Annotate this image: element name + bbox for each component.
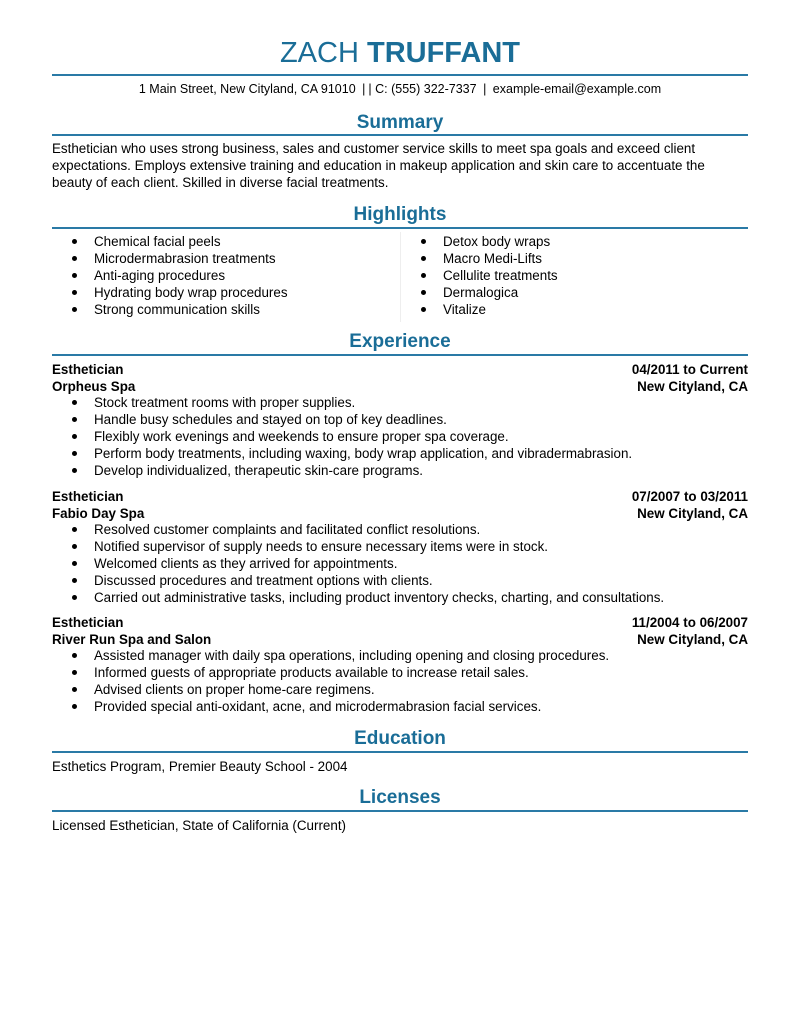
list-item [401, 267, 558, 284]
highlights-left-list [52, 233, 288, 318]
bullet-icon [421, 239, 426, 244]
job-location: New Cityland, CA [637, 506, 748, 521]
bullet-icon [72, 290, 77, 295]
list-item [52, 647, 609, 664]
list-item-text: Resolved customer complaints and facilitated conflict resolutions. [94, 522, 481, 537]
job-location: New Cityland, CA [637, 379, 748, 394]
job-dates: 04/2011 to Current [631, 362, 748, 377]
separator: | [368, 82, 372, 96]
bullet-icon [72, 544, 77, 549]
bullet-icon [72, 595, 77, 600]
job-duties-list [52, 521, 664, 606]
job-dates: 07/2007 to 03/2011 [631, 489, 748, 504]
job-duties-list [52, 647, 609, 715]
contact-line [52, 81, 748, 97]
list-item [52, 681, 609, 698]
bullet-icon [72, 417, 77, 422]
bullet-icon [72, 687, 77, 692]
bullet-icon [421, 290, 426, 295]
list-item [52, 521, 664, 538]
highlights-rule [52, 227, 748, 229]
job-company: Orpheus Spa [52, 379, 136, 394]
list-item-text: Hydrating body wrap procedures [94, 285, 288, 300]
list-item-text: Flexibly work evenings and weekends to ensure proper spa coverage. [94, 429, 509, 444]
highlights-heading: Highlights [353, 204, 447, 225]
list-item [52, 538, 664, 555]
list-item-text: Develop individualized, therapeutic skin-care programs. [94, 463, 423, 478]
education-text: Esthetics Program, Premier Beauty School - 2004 [52, 759, 348, 774]
summary-text: Esthetician who uses strong business, sales and customer service skills to meet spa goals and exceed client expectations. Employs extensive training and education in makeup application and skin care to accentuate the beauty of each client. Skilled in diverse facial treatments. [52, 141, 705, 190]
job-title: Esthetician [52, 615, 124, 630]
phone: C: (555) 322-7337 [375, 82, 477, 96]
first-name: ZACH [279, 37, 359, 69]
list-item-text: Assisted manager with daily spa operations, including opening and closing procedures. [94, 648, 610, 663]
list-item-text: Notified supervisor of supply needs to ensure necessary items were in stock. [94, 539, 549, 554]
bullet-icon [72, 451, 77, 456]
list-item-text: Perform body treatments, including waxing, body wrap application, and vibradermabrasion. [94, 446, 633, 461]
bullet-icon [72, 256, 77, 261]
job-duties-list [52, 394, 632, 479]
list-item [401, 250, 558, 267]
bullet-icon [72, 561, 77, 566]
email[interactable]: example-email@example.com [492, 82, 662, 96]
last-name: TRUFFANT [366, 37, 521, 69]
list-item [52, 462, 632, 479]
list-item-text: Stock treatment rooms with proper supplies. [94, 395, 356, 410]
list-item-text: Welcomed clients as they arrived for appointments. [94, 556, 398, 571]
list-item-text: Carried out administrative tasks, including product inventory checks, charting, and consultations. [94, 590, 665, 605]
list-item [52, 428, 632, 445]
job-location: New Cityland, CA [637, 632, 748, 647]
list-item [52, 284, 288, 301]
licenses-text: Licensed Esthetician, State of California (Current) [52, 818, 346, 833]
list-item-text: Handle busy schedules and stayed on top of key deadlines. [94, 412, 447, 427]
job-dates: 11/2004 to 06/2007 [631, 615, 748, 630]
highlights-right-list [401, 233, 558, 318]
experience-rule [52, 354, 748, 356]
list-item-text: Macro Medi-Lifts [443, 251, 542, 266]
list-item [52, 589, 664, 606]
header-rule [52, 74, 748, 76]
bullet-icon [72, 670, 77, 675]
list-item-text: Anti-aging procedures [94, 268, 226, 283]
list-item-text: Advised clients on proper home-care regimens. [94, 682, 375, 697]
list-item [52, 267, 288, 284]
bullet-icon [72, 239, 77, 244]
bullet-icon [72, 704, 77, 709]
list-item-text: Informed guests of appropriate products available to increase retail sales. [94, 665, 529, 680]
summary-heading: Summary [356, 112, 444, 133]
list-item [52, 572, 664, 589]
list-item [401, 233, 558, 250]
bullet-icon [72, 468, 77, 473]
candidate-name [52, 36, 748, 70]
list-item [52, 445, 632, 462]
summary-rule [52, 134, 748, 136]
bullet-icon [421, 273, 426, 278]
list-item [52, 233, 288, 250]
list-item-text: Discussed procedures and treatment options with clients. [94, 573, 433, 588]
job-company: River Run Spa and Salon [52, 632, 212, 647]
list-item-text: Dermalogica [443, 285, 519, 300]
licenses-heading: Licenses [359, 787, 441, 808]
separator: | [362, 82, 366, 96]
list-item [52, 394, 632, 411]
list-item [52, 301, 288, 318]
list-item [52, 250, 288, 267]
bullet-icon [72, 400, 77, 405]
education-heading: Education [354, 728, 446, 749]
bullet-icon [72, 578, 77, 583]
list-item-text: Detox body wraps [443, 234, 551, 249]
job-title: Esthetician [52, 362, 124, 377]
bullet-icon [72, 434, 77, 439]
bullet-icon [421, 307, 426, 312]
licenses-rule [52, 810, 748, 812]
bullet-icon [72, 653, 77, 658]
list-item-text: Cellulite treatments [443, 268, 558, 283]
list-item [52, 411, 632, 428]
list-item-text: Vitalize [443, 302, 486, 317]
list-item-text: Chemical facial peels [94, 234, 221, 249]
separator: | [483, 82, 487, 96]
list-item [401, 284, 558, 301]
address: 1 Main Street, New Cityland, CA 91010 [138, 82, 356, 96]
job-company: Fabio Day Spa [52, 506, 145, 521]
job-title: Esthetician [52, 489, 124, 504]
experience-heading: Experience [349, 331, 451, 352]
list-item [52, 555, 664, 572]
bullet-icon [72, 307, 77, 312]
education-rule [52, 751, 748, 753]
bullet-icon [72, 273, 77, 278]
list-item-text: Provided special anti-oxidant, acne, and microdermabrasion facial services. [94, 699, 542, 714]
list-item-text: Strong communication skills [94, 302, 260, 317]
list-item [52, 698, 609, 715]
list-item [52, 664, 609, 681]
bullet-icon [72, 527, 77, 532]
list-item-text: Microdermabrasion treatments [94, 251, 276, 266]
list-item [401, 301, 558, 318]
bullet-icon [421, 256, 426, 261]
